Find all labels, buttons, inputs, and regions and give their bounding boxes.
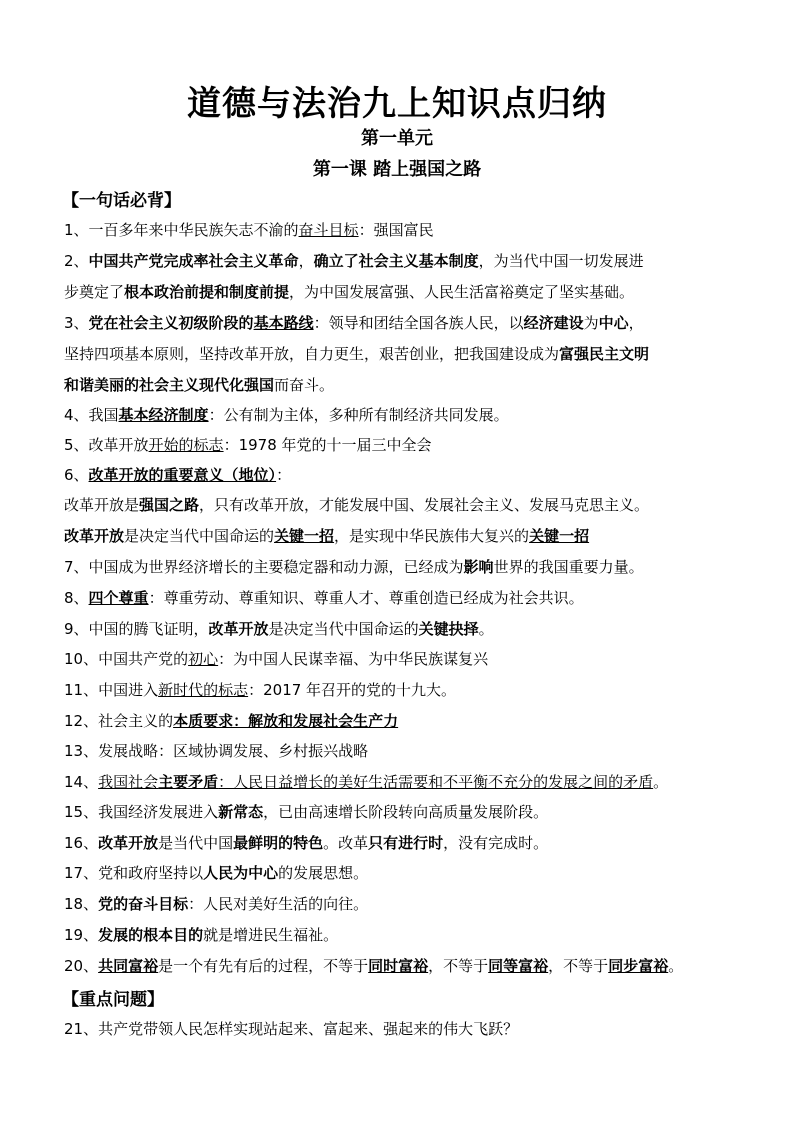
knowledge-line [64, 862, 744, 883]
text-segment: 人民为中心 [203, 864, 279, 882]
text-segment: ：人民日益增长的美好生活需要和不平衡不充分的发展之间的矛盾 [218, 773, 654, 791]
knowledge-line [64, 404, 744, 425]
knowledge-line [64, 219, 744, 240]
text-segment: ：尊重劳动、尊重知识、尊重人才、尊重创造已经成为社会共识。 [148, 589, 584, 607]
knowledge-line [64, 679, 744, 700]
text-segment: ：人民对美好生活的向往。 [188, 895, 369, 913]
text-segment: 主要矛盾 [158, 773, 219, 791]
text-segment: 发展的根本目的 [98, 926, 204, 944]
text-segment: 强国之路 [139, 496, 200, 514]
text-segment: 为 [583, 314, 599, 332]
knowledge-line [64, 893, 744, 914]
text-segment: 中国共产党完成率社会主义革命 [88, 252, 299, 270]
unit-heading: 第一单元 [361, 128, 433, 149]
text-segment: 17、党和政府坚持以 [64, 864, 204, 882]
text-segment: 根本政治前提和制度前提 [124, 283, 290, 301]
text-segment: 20、 [64, 957, 99, 975]
text-segment: 是决定当代中国命运的 [124, 527, 275, 545]
text-segment: 4、我国 [64, 406, 119, 424]
text-segment: 经济建设 [523, 314, 584, 332]
text-segment: 关键一招 [529, 527, 590, 545]
text-segment: 16、 [64, 834, 99, 852]
text-segment: ：公有制为主体，多种所有制经济共同发展。 [208, 406, 509, 424]
text-segment: ， [298, 252, 314, 270]
text-segment: 改革开放的重要意义（地位） [88, 466, 277, 484]
text-segment: 富强民主文明 [559, 345, 650, 363]
text-segment: 10、中国共产党的 [64, 650, 189, 668]
text-segment: 12、社会主义的 [64, 712, 174, 730]
knowledge-line [64, 710, 744, 731]
text-segment: 奋斗目标 [298, 221, 359, 239]
text-segment: 基本经济制度 [118, 406, 209, 424]
text-segment: 本质要求：解放和发展社会生产力 [173, 712, 399, 730]
document-title: 道德与法治九上知识点归纳 [187, 84, 607, 124]
text-segment: 。 [668, 957, 684, 975]
text-segment: 同步富裕 [608, 957, 669, 975]
text-segment: 19、 [64, 926, 99, 944]
text-segment: ， [628, 314, 644, 332]
text-segment: 世界的我国重要力量。 [493, 558, 644, 576]
text-segment: 8、 [64, 589, 89, 607]
text-segment: 。 [478, 620, 494, 638]
text-segment: ：2017 年召开的党的十九大。 [248, 681, 457, 699]
knowledge-line [64, 832, 744, 853]
text-segment: 13、发展战略：区域协调发展、乡村振兴战略 [64, 742, 369, 760]
knowledge-line [64, 771, 744, 792]
knowledge-line [64, 434, 744, 455]
text-segment: 共同富裕 [98, 957, 159, 975]
text-segment: 的发展思想。 [278, 864, 369, 882]
text-segment: ： [276, 466, 292, 484]
knowledge-line [64, 955, 744, 976]
knowledge-line [64, 374, 744, 395]
text-segment: 同时富裕 [368, 957, 429, 975]
text-segment: 是一个有先有后的过程，不等于 [158, 957, 369, 975]
knowledge-line [64, 740, 744, 761]
text-segment: 而奋斗。 [274, 376, 335, 394]
knowledge-line [64, 250, 744, 271]
knowledge-line [64, 494, 744, 515]
knowledge-line [64, 648, 744, 669]
text-segment: ：领导和团结全国各族人民，以 [313, 314, 524, 332]
knowledge-line [64, 587, 744, 608]
text-segment: 我国社会 [98, 773, 159, 791]
knowledge-line [64, 618, 744, 639]
text-segment: 中心 [598, 314, 629, 332]
text-segment: 是决定当代中国命运的 [268, 620, 419, 638]
text-segment: 14、 [64, 773, 99, 791]
text-segment: 是当代中国 [158, 834, 234, 852]
text-segment: 改革开放 [64, 527, 125, 545]
text-segment: 3、 [64, 314, 89, 332]
question-line [64, 1018, 744, 1039]
text-segment: ，为当代中国一切发展进 [478, 252, 644, 270]
knowledge-line [64, 801, 744, 822]
text-segment: 关键一招 [274, 527, 335, 545]
text-segment: ，只有改革开放，才能发展中国、发展社会主义、发展马克思主义。 [199, 496, 650, 514]
text-segment: 改革开放 [208, 620, 269, 638]
text-segment: 关键抉择 [418, 620, 479, 638]
text-segment: ，为中国发展富强、人民生活富裕奠定了坚实基础。 [289, 283, 635, 301]
text-segment: 党的奋斗目标 [98, 895, 189, 913]
knowledge-line [64, 525, 744, 546]
text-segment: 6、 [64, 466, 89, 484]
text-segment: 基本路线 [253, 314, 314, 332]
text-segment: 就是增进民生福祉。 [203, 926, 339, 944]
text-segment: 15、我国经济发展进入 [64, 803, 219, 821]
knowledge-line [64, 464, 744, 485]
text-segment: 影响 [463, 558, 494, 576]
text-segment: 新时代的标志 [158, 681, 249, 699]
section-heading-key-questions: 【重点问题】 [62, 990, 164, 1010]
text-segment: 改革开放是 [64, 496, 140, 514]
knowledge-line [64, 343, 744, 364]
text-segment: 只有进行时 [368, 834, 444, 852]
text-segment: 。 [653, 773, 669, 791]
text-segment: 同等富裕 [488, 957, 549, 975]
text-segment: 开始的标志 [148, 436, 224, 454]
text-segment: 1、一百多年来中华民族矢志不渝的 [64, 221, 299, 239]
text-segment: 初心 [188, 650, 219, 668]
text-segment: 新常态 [218, 803, 264, 821]
text-segment: 最鲜明的特色 [233, 834, 324, 852]
text-segment: 党在社会主义初级阶段的 [88, 314, 254, 332]
text-segment: 21、共产党带领人民怎样实现站起来、富起来、强起来的伟大飞跃？ [64, 1020, 519, 1038]
text-segment: ：为中国人民谋幸福、为中华民族谋复兴 [218, 650, 489, 668]
text-segment: 18、 [64, 895, 99, 913]
text-segment: 。改革 [323, 834, 369, 852]
lesson-heading: 第一课 踏上强国之路 [312, 159, 482, 180]
section-heading-must-memorize: 【一句话必背】 [62, 191, 181, 211]
text-segment: ，不等于 [428, 957, 489, 975]
text-segment: ，不等于 [548, 957, 609, 975]
text-segment: 5、改革开放 [64, 436, 149, 454]
text-segment: 和谐美丽的社会主义现代化强国 [64, 376, 275, 394]
text-segment: ：强国富民 [358, 221, 434, 239]
text-segment: 11、中国进入 [64, 681, 159, 699]
knowledge-line [64, 281, 744, 302]
text-segment: ：1978 年党的十一届三中全会 [223, 436, 432, 454]
text-segment: 步奠定了 [64, 283, 125, 301]
text-segment: 2、 [64, 252, 89, 270]
text-segment: 四个尊重 [88, 589, 149, 607]
text-segment: 改革开放 [98, 834, 159, 852]
knowledge-line [64, 556, 744, 577]
text-segment: 坚持四项基本原则，坚持改革开放，自力更生，艰苦创业，把我国建设成为 [64, 345, 560, 363]
text-segment: ，是实现中华民族伟大复兴的 [334, 527, 530, 545]
text-segment: 7、中国成为世界经济增长的主要稳定器和动力源，已经成为 [64, 558, 464, 576]
text-segment: 确立了社会主义基本制度 [313, 252, 479, 270]
text-segment: 9、中国的腾飞证明， [64, 620, 209, 638]
text-segment: ，已由高速增长阶段转向高质量发展阶段。 [263, 803, 549, 821]
text-segment: ，没有完成时。 [443, 834, 549, 852]
knowledge-line [64, 924, 744, 945]
knowledge-line [64, 312, 744, 333]
